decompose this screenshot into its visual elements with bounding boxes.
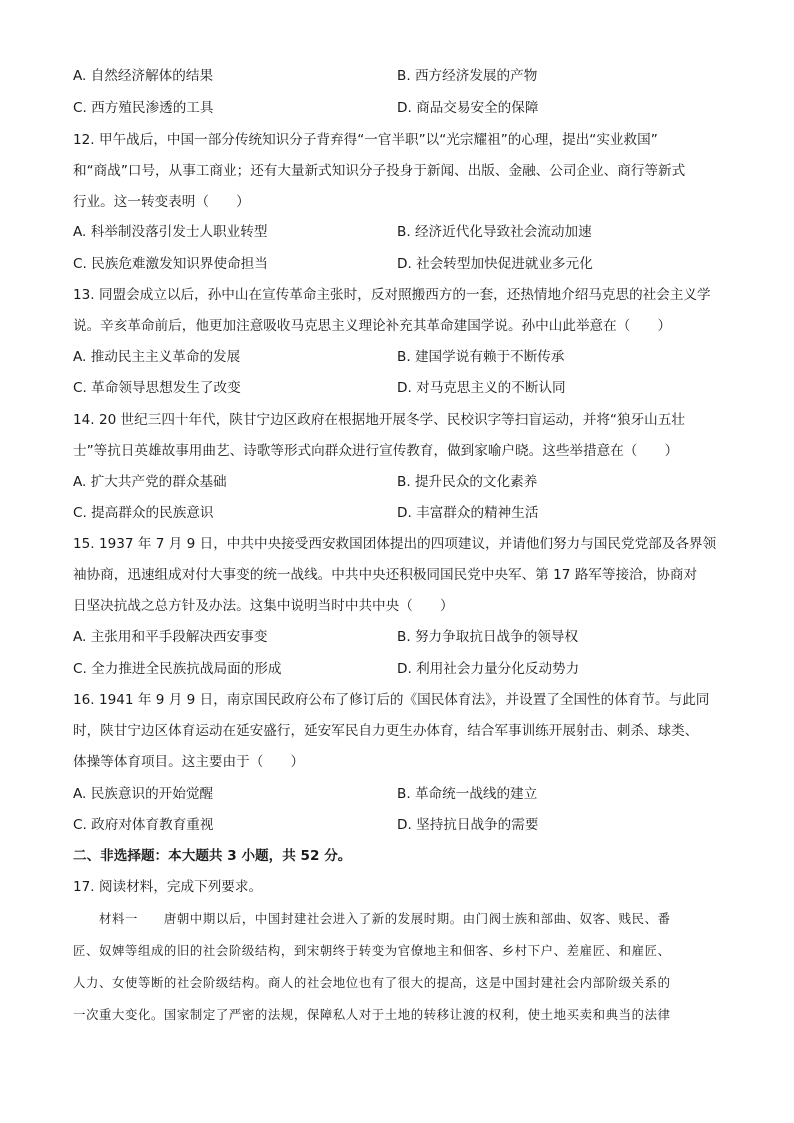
q13-stem-line-2: 说。辛亥革命前后，他更加注意吸收马克思主义理论补充其革命建国学说。孙中山此举意在（ ） <box>73 318 672 334</box>
q11-option-c[interactable]: C. 西方殖民渗透的工具 <box>73 100 214 116</box>
q12-stem-line-1: 12. 甲午战后，中国一部分传统知识分子背弃得“一官半职”以“光宗耀祖”的心理，提出“实业救国” <box>73 132 658 148</box>
q14-stem-line-1: 14. 20 世纪三四十年代，陕甘宁边区政府在根据地开展冬学、民校识字等扫盲运动，并将“狼牙山五壮 <box>73 412 685 428</box>
q16-option-d[interactable]: D. 坚持抗日战争的需要 <box>397 817 539 833</box>
q14-option-a[interactable]: A. 扩大共产党的群众基础 <box>73 474 227 490</box>
q15-option-a[interactable]: A. 主张用和平手段解决西安事变 <box>73 629 268 645</box>
q12-option-d[interactable]: D. 社会转型加快促进就业多元化 <box>397 256 593 272</box>
q14-stem-line-2: 士”等抗日英雄故事用曲艺、诗歌等形式向群众进行宣传教育，做到家喻户晓。这些举措意在（ ） <box>73 443 679 459</box>
q11-option-d[interactable]: D. 商品交易安全的保障 <box>397 100 539 116</box>
q15-option-c[interactable]: C. 全力推进全民族抗战局面的形成 <box>73 661 282 677</box>
q13-option-d[interactable]: D. 对马克思主义的不断认同 <box>397 380 566 396</box>
q17-material-line-3: 人力、女使等断的社会阶级结构。商人的社会地位也有了很大的提高，这是中国封建社会内部阶级关系的 <box>73 975 671 990</box>
q15-stem-line-1: 15. 1937 年 7 月 9 日，中共中央接受西安救国团体提出的四项建议，并请他们努力与国民党党部及各界领 <box>73 536 717 552</box>
q16-stem-line-1: 16. 1941 年 9 月 9 日，南京国民政府公布了修订后的《国民体育法》，并设置了全国性的体育节。与此同 <box>73 692 710 708</box>
q12-option-a[interactable]: A. 科举制没落引发士人职业转型 <box>73 224 268 240</box>
q12-option-b[interactable]: B. 经济近代化导致社会流动加速 <box>397 224 592 240</box>
q13-option-b[interactable]: B. 建国学说有赖于不断传承 <box>397 349 565 365</box>
q13-option-c[interactable]: C. 革命领导思想发生了改变 <box>73 380 241 396</box>
q11-option-b[interactable]: B. 西方经济发展的产物 <box>397 68 538 84</box>
q13-option-a[interactable]: A. 推动民主主义革命的发展 <box>73 349 241 365</box>
q15-option-b[interactable]: B. 努力争取抗日战争的领导权 <box>397 629 579 645</box>
q17-intro: 17. 阅读材料，完成下列要求。 <box>73 879 263 895</box>
q17-material-line-2: 匠、奴婢等组成的旧的社会阶级结构，到宋朝终于转变为官僚地主和佃客、乡村下户、差雇匠、和雇匠、 <box>73 943 671 958</box>
q17-material-line-1: 材料一 唐朝中期以后，中国封建社会进入了新的发展时期。由门阀士族和部曲、奴客、贱民、番 <box>73 911 671 926</box>
q16-stem-line-2: 时，陕甘宁边区体育运动在延安盛行，延安军民自力更生办体育，结合军事训练开展射击、刺杀、球类、 <box>73 723 699 739</box>
q12-stem-line-3: 行业。这一转变表明（ ） <box>73 194 250 210</box>
q16-stem-line-3: 体操等体育项目。这主要由于（ ） <box>73 754 305 770</box>
q13-stem-line-1: 13. 同盟会成立以后，孙中山在宣传革命主张时，反对照搬西方的一套，还热情地介绍马克思的社会主义学 <box>73 287 711 303</box>
q15-stem-line-3: 日坚决抗战之总方针及办法。这集中说明当时中共中央（ ） <box>73 598 454 614</box>
q14-option-d[interactable]: D. 丰富群众的精神生活 <box>397 505 539 521</box>
q12-stem-line-2: 和“商战”口号，从事工商业；还有大量新式知识分子投身于新闻、出版、金融、公司企业、商行等新式 <box>73 163 686 179</box>
section-heading: 二、非选择题：本大题共 3 小题，共 52 分。 <box>73 848 352 864</box>
q14-option-c[interactable]: C. 提高群众的民族意识 <box>73 505 214 521</box>
q12-option-c[interactable]: C. 民族危难激发知识界使命担当 <box>73 256 268 272</box>
q15-stem-line-2: 袖协商，迅速组成对付大事变的统一战线。中共中央还积极同国民党中央军、第 17 路军等接洽，协商对 <box>73 567 698 583</box>
q16-option-b[interactable]: B. 革命统一战线的建立 <box>397 786 538 802</box>
q11-option-a[interactable]: A. 自然经济解体的结果 <box>73 68 214 84</box>
q14-option-b[interactable]: B. 提升民众的文化素养 <box>397 474 538 490</box>
q16-option-a[interactable]: A. 民族意识的开始觉醒 <box>73 786 214 802</box>
q15-option-d[interactable]: D. 利用社会力量分化反动势力 <box>397 661 580 677</box>
q16-option-c[interactable]: C. 政府对体育教育重视 <box>73 817 214 833</box>
q17-material-line-4: 一次重大变化。国家制定了严密的法规，保障私人对于土地的转移让渡的权利，使土地买卖和典当的法律 <box>73 1007 671 1022</box>
